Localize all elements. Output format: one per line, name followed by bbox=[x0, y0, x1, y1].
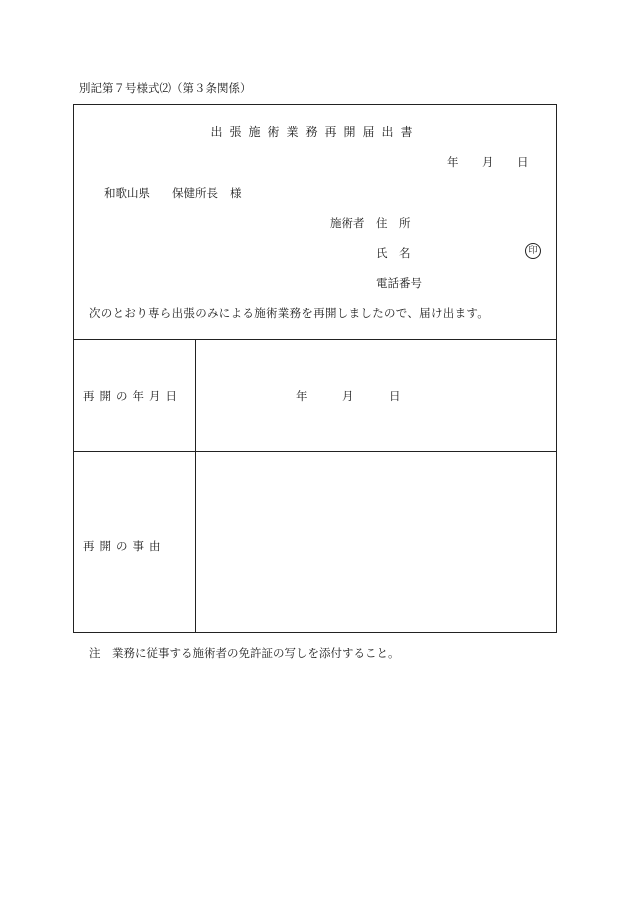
document-title: 出張施術業務再開届出書 bbox=[210, 125, 420, 139]
table-top-border bbox=[73, 339, 557, 340]
date-day: 日 bbox=[517, 155, 529, 169]
date-year: 年 bbox=[447, 155, 459, 169]
footnote: 注 業務に従事する施術者の免許証の写しを添付すること。 bbox=[89, 646, 400, 660]
addressee-honorific: 様 bbox=[230, 186, 242, 200]
statement: 次のとおり専ら出張のみによる施術業務を再開しましたので、届け出ます。 bbox=[89, 306, 490, 320]
addressee-prefecture: 和歌山県 bbox=[104, 186, 150, 200]
reopen-date-year: 年 bbox=[296, 389, 308, 403]
reopen-date-month: 月 bbox=[342, 389, 354, 403]
addressee-office: 保健所長 bbox=[172, 186, 218, 200]
reopen-date-label: 再開の年月日 bbox=[83, 389, 182, 403]
table-column-divider bbox=[195, 339, 196, 633]
date-month: 月 bbox=[482, 155, 494, 169]
applicant-role: 施術者 bbox=[330, 216, 365, 230]
phone-label: 電話番号 bbox=[376, 276, 422, 290]
name-label: 氏 名 bbox=[376, 246, 411, 260]
seal-mark: 印 bbox=[525, 243, 541, 259]
reason-field[interactable] bbox=[197, 453, 555, 631]
address-label: 住 所 bbox=[376, 216, 411, 230]
reason-label: 再開の事由 bbox=[83, 539, 166, 553]
form-id: 別記第７号様式⑵（第３条関係） bbox=[79, 81, 252, 95]
table-middle-border bbox=[73, 451, 557, 452]
reopen-date-day: 日 bbox=[389, 389, 401, 403]
